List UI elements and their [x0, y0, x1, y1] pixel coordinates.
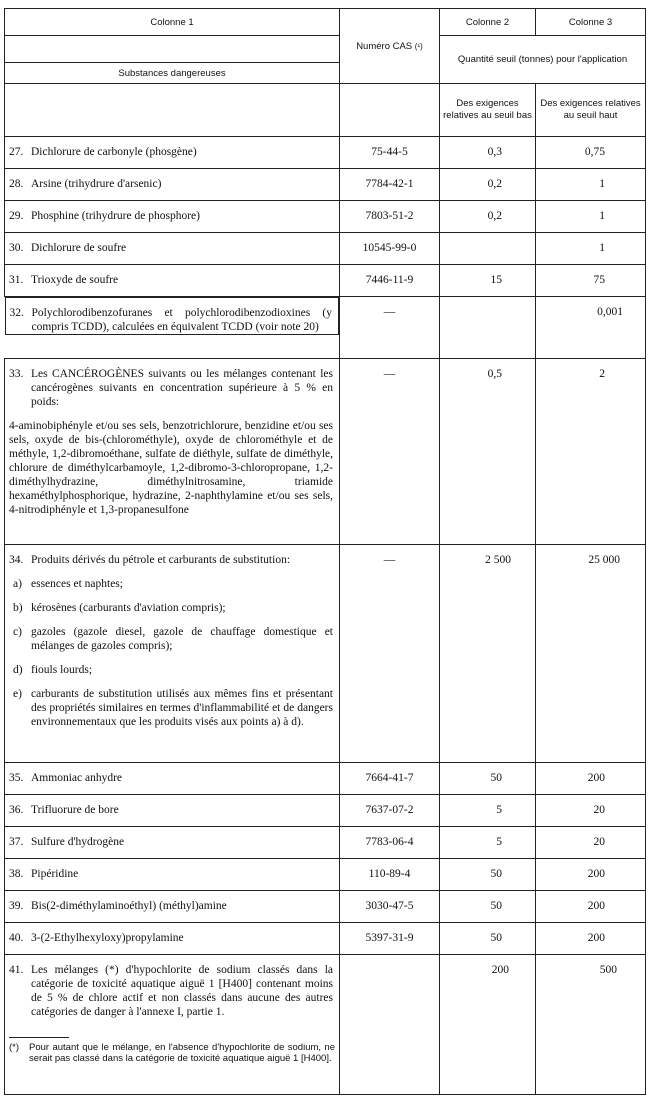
list-item: e) carburants de substitution utilisés aux mêmes fins et présentant des propriétés similaires en termes d'inflammabilité et de dangers environnementaux que les produits visés aux points a) à d). [13, 688, 333, 728]
low-threshold: 0,2 [440, 201, 536, 233]
high-threshold: 200 [536, 891, 646, 923]
header-blank-cell [5, 84, 340, 137]
table-row [5, 297, 646, 359]
table-row [5, 359, 646, 545]
substance-name: 40. 3-(2-Ethylhexyloxy)propylamine [5, 923, 340, 955]
cas-number: — [340, 359, 440, 545]
cas-number-header: Numéro CAS (¹) [340, 9, 440, 84]
low-threshold: 0,3 [440, 137, 536, 169]
table-row [5, 891, 646, 923]
high-threshold: 75 [536, 265, 646, 297]
table-row [5, 169, 646, 201]
footnote-rule [9, 1037, 69, 1038]
substance-name: 37. Sulfure d'hydrogène [5, 827, 340, 859]
carcinogen-list: 4-aminobiphényle et/ou ses sels, benzotrichlorure, benzidine et/ou ses sels, oxyde de bis-(chlorométhyle), oxyde de chlorométhyle et de méthyle, 1,2-dibromoéthane, sulfate de diéthyle, sulfate de diméthyle, chlorure de diméthylcarbamoyle, 1,2-dibromo-3-chloropropane, 1,2-diméthylhydrazine, diméthylnitrosamine, triamide hexaméthylphosphorique, hydrazine, 2-naphthylamine et/ou ses sels, 4-nitrodiphényle et 1,3-propanesulfone [9, 420, 333, 516]
column-2-header: Colonne 2 [440, 9, 536, 36]
footnote [5, 1037, 339, 1064]
table-row [5, 201, 646, 233]
threshold-quantity-header: Quantité seuil (tonnes) pour l'application [440, 36, 646, 84]
table-row [5, 955, 646, 1095]
substance-name: 33. Les CANCÉROGÈNES suivants ou les mélanges contenant les cancérogènes suivants en concentration supérieure à 5 % en poids: 4-aminobiphényle et/ou ses sels, benzotrichlorure, benzidine et/ou ses sels, oxyde de bis-(chlorométhyle), oxyde de chlorométhyle et de méthyle, 1,2-dibromoéthane, sulfate de diéthyle, sulfate de diméthyle, chlorure de diméthylcarbamoyle, 1,2-dibromo-3-chloropropane, 1,2-diméthylhydrazine, diméthylnitrosamine, triamide hexaméthylphosphorique, hydrazine, 2-naphthylamine et/ou ses sels, 4-nitrodiphényle et 1,3-propanesulfone [5, 359, 340, 545]
substance-name: 27. Dichlorure de carbonyle (phosgène) [5, 137, 340, 169]
table-row [5, 763, 646, 795]
table-row [5, 545, 646, 763]
low-threshold [440, 233, 536, 265]
high-threshold: 200 [536, 763, 646, 795]
high-threshold: 0,75 [536, 137, 646, 169]
high-threshold: 20 [536, 795, 646, 827]
cas-number: 10545-99-0 [340, 233, 440, 265]
high-threshold: 2 [536, 359, 646, 545]
column-3-header: Colonne 3 [536, 9, 646, 36]
high-threshold: 200 [536, 923, 646, 955]
low-threshold: 50 [440, 923, 536, 955]
high-threshold: 200 [536, 859, 646, 891]
table-row [5, 233, 646, 265]
substance-name: 28. Arsine (trihydrure d'arsenic) [5, 169, 340, 201]
cas-number: 7783-06-4 [340, 827, 440, 859]
low-threshold [440, 297, 536, 359]
dangerous-substances-table [4, 8, 646, 1095]
low-threshold: 0,2 [440, 169, 536, 201]
cas-number: 7637-07-2 [340, 795, 440, 827]
low-threshold: 50 [440, 859, 536, 891]
table-row [5, 827, 646, 859]
cas-number: 7446-11-9 [340, 265, 440, 297]
low-threshold: 5 [440, 795, 536, 827]
cas-number [340, 955, 440, 1095]
cas-number: 5397-31-9 [340, 923, 440, 955]
low-threshold: 0,5 [440, 359, 536, 545]
regulation-table-page [4, 8, 645, 1095]
low-threshold: 50 [440, 763, 536, 795]
column-1-header: Colonne 1 [5, 9, 340, 36]
low-threshold: 50 [440, 891, 536, 923]
cas-number: — [340, 545, 440, 763]
high-threshold: 20 [536, 827, 646, 859]
list-item: a) essences et naphtes; [13, 578, 123, 590]
low-threshold: 5 [440, 827, 536, 859]
high-threshold: 500 [536, 955, 646, 1095]
high-threshold-header: Des exigences relatives au seuil haut [536, 84, 646, 137]
substance-name: 38. Pipéridine [5, 859, 340, 891]
low-threshold-header: Des exigences relatives au seuil bas [440, 84, 536, 137]
table-row [5, 137, 646, 169]
list-item: d) fiouls lourds; [13, 664, 93, 676]
low-threshold: 2 500 [440, 545, 536, 763]
high-threshold: 1 [536, 233, 646, 265]
substance-name: 31. Trioxyde de soufre [5, 265, 340, 297]
high-threshold: 1 [536, 169, 646, 201]
table-row [5, 265, 646, 297]
substance-name: 41. Les mélanges (*) d'hypochlorite de sodium classés dans la catégorie de toxicité aquatique aiguë 1 [H400] contenant moins de 5 % de chlore actif et non classés dans aucune des autres catégories de danger à l'annexe I, partie 1. (*) Pour autant que le mélange, en l'absence d'hypochlorite de sodium, ne serait pas classé dans la catégorie de toxicité aquatique aiguë 1 [H400]. [5, 955, 340, 1095]
list-item: b) kérosènes (carburants d'aviation compris); [13, 602, 226, 614]
low-threshold: 15 [440, 265, 536, 297]
cas-number: 7803-51-2 [340, 201, 440, 233]
table-row [5, 859, 646, 891]
substance-name: 29. Phosphine (trihydrure de phosphore) [5, 201, 340, 233]
substance-name: 39. Bis(2-diméthylaminoéthyl) (méthyl)amine [5, 891, 340, 923]
cas-number: 7664-41-7 [340, 763, 440, 795]
substance-name: 36. Trifluorure de bore [5, 795, 340, 827]
cas-number: — [340, 297, 440, 359]
footnote-mark: (*) [9, 1042, 20, 1053]
footnote-text: Pour autant que le mélange, en l'absence d'hypochlorite de sodium, ne serait pas classé dans la catégorie de toxicité aquatique aiguë 1 [H400]. [29, 1042, 335, 1064]
cas-number: 110-89-4 [340, 859, 440, 891]
substances-header: Substances dangereuses [5, 63, 340, 84]
low-threshold: 200 [440, 955, 536, 1095]
cas-number: 75-44-5 [340, 137, 440, 169]
column-1-spacer [5, 36, 340, 63]
high-threshold: 25 000 [536, 545, 646, 763]
table-row [5, 795, 646, 827]
substance-name: 34. Produits dérivés du pétrole et carburants de substitution: a) essences et naphtes; b) kérosènes (carburants d'aviation compris); c) gazoles (gazole diesel, gazole de chauffage domestique et mélanges de gazoles compris); d) fiouls lourds; e) carburants de substitution utilisés aux mêmes fins et présentant des propriétés similaires en termes d'inflammabilité et de dangers environnementaux que les produits visés aux points a) à d). [5, 545, 340, 763]
cas-number: 3030-47-5 [340, 891, 440, 923]
list-item: c) gazoles (gazole diesel, gazole de chauffage domestique et mélanges de gazoles compris); [13, 626, 333, 652]
table-row [5, 923, 646, 955]
high-threshold: 0,001 [536, 297, 646, 359]
cas-number: 7784-42-1 [340, 169, 440, 201]
substance-name: 32. Polychlorodibenzofuranes et polychlorodibenzodioxines (y compris TCDD), calculées en équivalent TCDD (voir note 20) [5, 297, 340, 335]
substance-name: 35. Ammoniac anhydre [5, 763, 340, 795]
high-threshold: 1 [536, 201, 646, 233]
header-blank-cas-cell [340, 84, 440, 137]
substance-name: 30. Dichlorure de soufre [5, 233, 340, 265]
